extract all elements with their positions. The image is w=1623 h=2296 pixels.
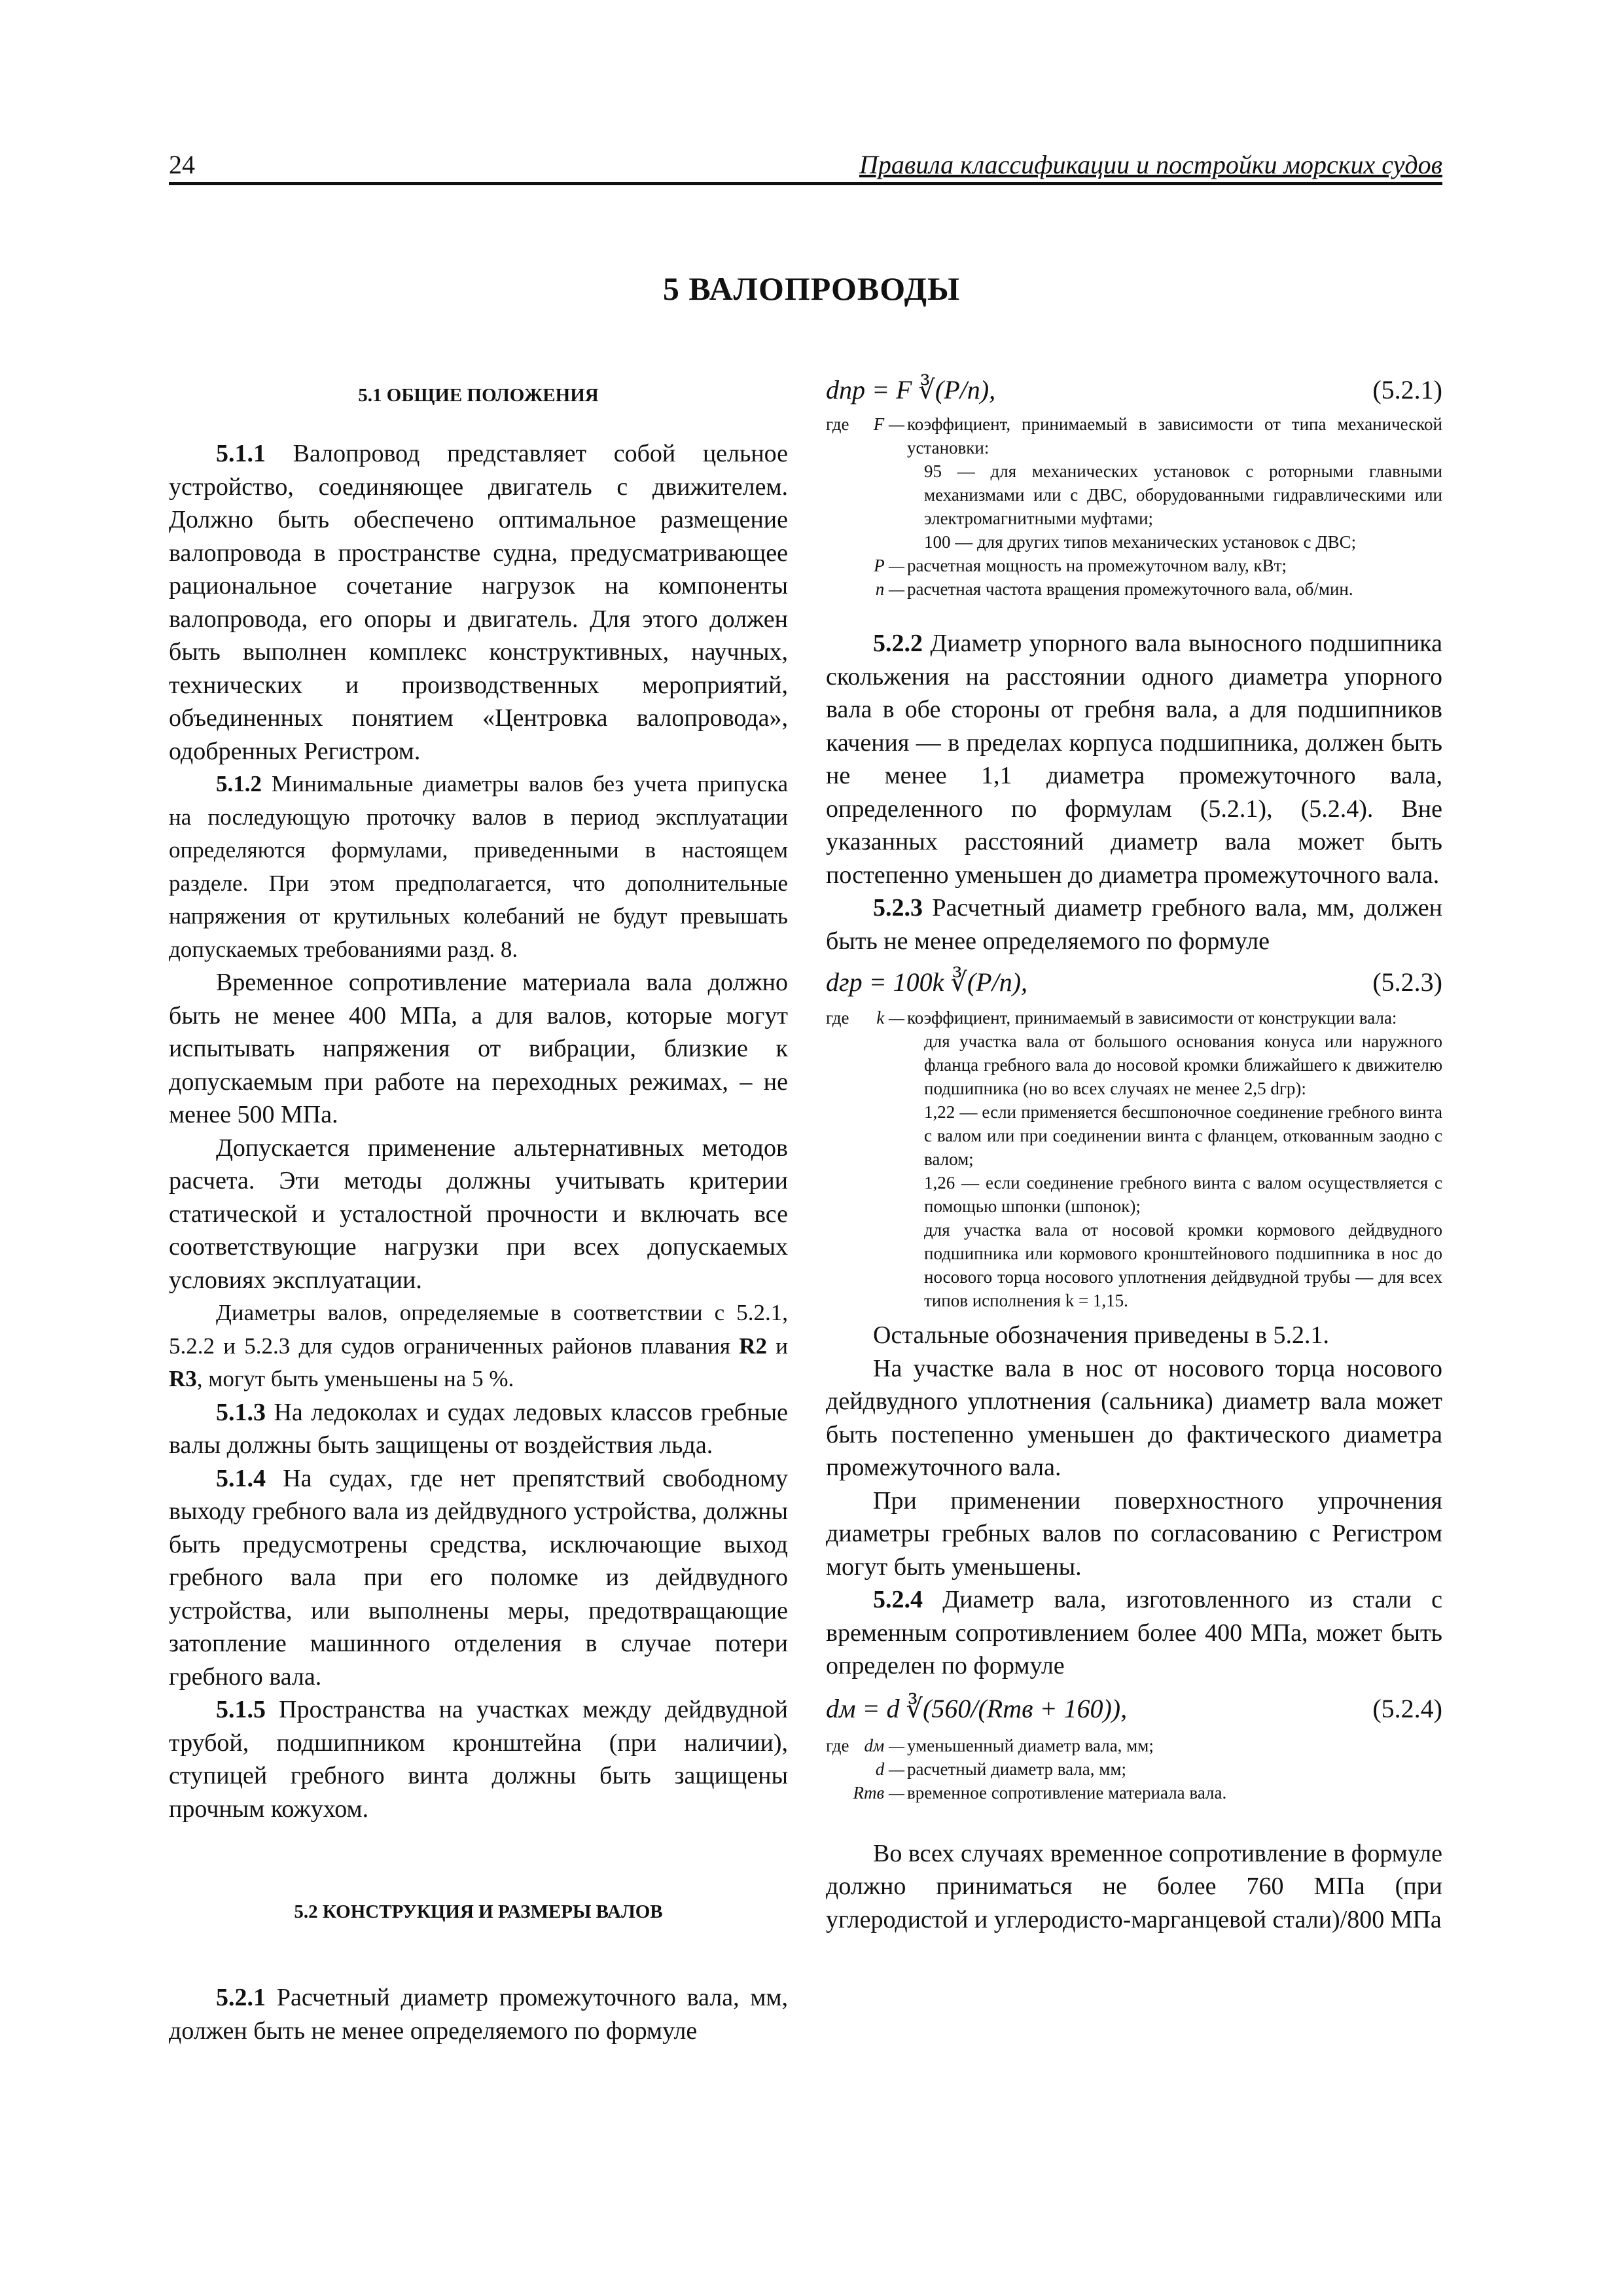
clause-number: 5.1.5 bbox=[216, 1696, 266, 1723]
definition-text: уменьшенный диаметр вала, мм; bbox=[907, 1735, 1154, 1755]
where-F-95: 95 — для механических установок с роторными главными механизмами или с ДВС, оборудованными гидравлическими или электромагнитными муфтами; bbox=[924, 461, 1442, 528]
paragraph-5-2-2 bbox=[826, 627, 1442, 891]
symbol: P — bbox=[874, 556, 904, 575]
paragraph-temporal-resistance: Временное сопротивление материала вала должно быть не менее 400 МПа, а для валов, которые могут испытывать напряжения от вибрации, близкие к допускаемым при работе на переходных режимах, – не менее 500 МПа. bbox=[169, 969, 788, 1128]
where-k bbox=[826, 1006, 1442, 1030]
paragraph-nose-section: На участке вала в нос от носового торца носового дейдвудного уплотнения (сальника) диаметр вала может быть постепенно уменьшен до фактического диаметра промежуточного вала. bbox=[826, 1354, 1442, 1481]
definition-text: расчетный диаметр вала, мм; bbox=[907, 1759, 1126, 1779]
page-header bbox=[169, 145, 1442, 185]
region-r3: R3 bbox=[169, 1366, 197, 1391]
where-k-126: 1,26 — если соединение гребного винта с валом осуществляется с помощью шпонки (шпонок); bbox=[924, 1173, 1442, 1216]
paragraph-5-2-1 bbox=[169, 1981, 788, 2047]
where-label: где bbox=[826, 1008, 849, 1028]
definition-text: временное сопротивление материала вала. bbox=[907, 1782, 1227, 1803]
paragraph-text: и bbox=[776, 1333, 789, 1359]
clause-number: 5.2.1 bbox=[216, 1984, 266, 2011]
where-F bbox=[826, 412, 1442, 459]
symbol: n — bbox=[875, 579, 904, 599]
page-number: 24 bbox=[169, 150, 195, 179]
where-dm bbox=[826, 1734, 1442, 1757]
left-column bbox=[169, 367, 788, 2047]
formula-5-2-3 bbox=[826, 963, 1442, 1002]
paragraph-5-1-3 bbox=[169, 1396, 788, 1462]
paragraph-5-2-4 bbox=[826, 1583, 1442, 1683]
paragraph-rest-notation: Остальные обозначения приведены в 5.2.1. bbox=[873, 1321, 1330, 1349]
section-5-1-title: 5.1 ОБЩИЕ ПОЛОЖЕНИЯ bbox=[358, 385, 599, 406]
clause-number: 5.1.2 bbox=[216, 771, 262, 797]
where-label: где bbox=[826, 414, 849, 434]
where-d bbox=[826, 1757, 1442, 1781]
formula-5-2-4 bbox=[826, 1689, 1442, 1729]
symbol: dм — bbox=[864, 1735, 904, 1755]
where-P bbox=[826, 554, 1442, 577]
where-Rmv bbox=[826, 1781, 1442, 1804]
paragraph-text: Пространства на участках между дейдвудной трубой, подшипником кронштейна (при наличии), ступицей гребного винта должны быть защищены прочным кожухом. bbox=[169, 1696, 789, 1823]
formula-expression: dгр = 100k ∛(P/n), bbox=[826, 967, 1028, 997]
definition-text: расчетная мощность на промежуточном валу, кВт; bbox=[907, 556, 1287, 575]
paragraph-all-cases: Во всех случаях временное сопротивление в формуле должно приниматься не более 760 МПа (при углеродистой и углеродисто-марганцевой стали)/800 МПа bbox=[826, 1839, 1442, 1933]
symbol: F — bbox=[873, 414, 904, 434]
where-label: где bbox=[826, 1735, 849, 1755]
paragraph-diameter-reduction bbox=[169, 1297, 788, 1396]
chapter-title: 5 ВАЛОПРОВОДЫ bbox=[662, 270, 961, 307]
paragraph-text: Расчетный диаметр промежуточного вала, мм, должен быть не менее определяемого по формуле bbox=[169, 1984, 789, 2045]
right-column bbox=[826, 367, 1442, 1936]
paragraph-text: Расчетный диаметр гребного вала, мм, должен быть не менее определяемого по формуле bbox=[826, 894, 1442, 955]
paragraph-alternative-methods: Допускается применение альтернативных методов расчета. Эти методы должны учитывать критерии статической и усталостной прочности и включать все соответствующие нагрузки при всех допускаемых условиях эксплуатации. bbox=[169, 1134, 788, 1294]
formula-number: (5.2.4) bbox=[1372, 1693, 1442, 1723]
paragraph-5-1-4 bbox=[169, 1462, 788, 1694]
symbol: k — bbox=[876, 1008, 904, 1028]
formula-expression: dпр = F ∛(P/n), bbox=[826, 375, 996, 404]
where-k-section-a: для участка вала от большого основания конуса или наружного фланца гребного вала до носовой кромки ближайшего к движителю подшипника (но во всех случаях не менее 2,5 dгр): bbox=[924, 1031, 1442, 1098]
clause-number: 5.2.4 bbox=[873, 1586, 923, 1613]
paragraph-5-2-3 bbox=[826, 891, 1442, 958]
paragraph-5-1-1 bbox=[169, 437, 788, 768]
paragraph-text: , могут быть уменьшены на 5 %. bbox=[196, 1366, 514, 1391]
clause-number: 5.1.3 bbox=[216, 1398, 266, 1426]
where-k-122: 1,22 — если применяется бесшпоночное соединение гребного винта с валом или при соединении винта с фланцем, откованным заодно с валом; bbox=[924, 1102, 1442, 1169]
clause-number: 5.2.2 bbox=[873, 630, 923, 657]
formula-expression: dм = d ∛(560/(Rmв + 160)), bbox=[826, 1693, 1128, 1723]
symbol: Rmв — bbox=[853, 1782, 904, 1803]
region-r2: R2 bbox=[739, 1333, 768, 1359]
paragraph-text: На ледоколах и судах ледовых классов гребные валы должны быть защищены от воздействия льда. bbox=[169, 1398, 788, 1459]
where-k-section-b: для участка вала от носовой кромки кормового дейдвудного подшипника или кормового кронштейнового подшипника в нос до носового торца носового уплотнения дейдвудной трубы — для всех типов исполнения k = 1,15. bbox=[924, 1220, 1442, 1310]
paragraph-text: Диаметры валов, определяемые в соответствии с 5.2.1, 5.2.2 и 5.2.3 для судов ограниченных районов плавания bbox=[169, 1300, 788, 1359]
paragraph-text: Валопровод представляет собой цельное устройство, соединяющее двигатель с движителем. Должно быть обеспечено оптимальное размещение валопровода в пространстве судна, предусматривающее рациональное сочетание нагрузок на компоненты валопровода, его опоры и двигатель. Для этого должен быть выполнен комплекс конструктивных, научных, технических и производственных мероприятий, объединенных понятием «Центровка валопровода», одобренных Регистром. bbox=[169, 440, 788, 765]
paragraph-text: Минимальные диаметры валов без учета припуска на последующую проточку валов в период эксплуатации определяются формулами, приведенными в настоящем разделе. При этом предполагается, что дополнительные напряжения от крутильных колебаний не будут превышать допускаемых требованиями разд. 8. bbox=[169, 771, 788, 962]
paragraph-text: На судах, где нет препятствий свободному выходу гребного вала из дейдвудного устройства, должны быть предусмотрены средства, исключающие выход гребного вала при его поломке из дейдвудного устройства, или выполнены меры, предотвращающие затопление машинного отделения в случае потери гребного вала. bbox=[169, 1464, 789, 1691]
running-title: Правила классификации и постройки морских судов bbox=[859, 150, 1442, 179]
clause-number: 5.1.4 bbox=[216, 1464, 266, 1492]
symbol: d — bbox=[875, 1759, 904, 1779]
paragraph-5-1-2 bbox=[169, 768, 788, 966]
paragraph-text: Диаметр вала, изготовленного из стали с временным сопротивлением более 400 МПа, может быть определен по формуле bbox=[826, 1586, 1442, 1679]
section-5-2-title: 5.2 КОНСТРУКЦИЯ И РАЗМЕРЫ ВАЛОВ bbox=[294, 1901, 663, 1922]
definition-text: коэффициент, принимаемый в зависимости от типа механической установки: bbox=[907, 414, 1442, 457]
clause-number: 5.2.3 bbox=[873, 894, 923, 922]
clause-number: 5.1.1 bbox=[216, 440, 266, 467]
formula-number: (5.2.1) bbox=[1372, 375, 1442, 404]
definition-text: расчетная частота вращения промежуточного вала, об/мин. bbox=[907, 579, 1353, 599]
formula-number: (5.2.3) bbox=[1372, 967, 1442, 997]
definition-text: коэффициент, принимаемый в зависимости от конструкции вала: bbox=[907, 1008, 1397, 1028]
paragraph-5-1-5 bbox=[169, 1693, 788, 1825]
formula-5-2-1 bbox=[826, 370, 1442, 410]
where-F-100: 100 — для других типов механических установок с ДВС; bbox=[924, 532, 1357, 552]
paragraph-surface-hardening: При применении поверхностного упрочнения диаметры гребных валов по согласованию с Регистром могут быть уменьшены. bbox=[826, 1486, 1442, 1581]
paragraph-text: Диаметр упорного вала выносного подшипника скольжения на расстоянии одного диаметра упорного вала в обе стороны от гребня вала, а для подшипников качения — в пределах корпуса подшипника, должен быть не менее 1,1 диаметра промежуточного вала, определенного по формулам (5.2.1), (5.2.4). Вне указанных расстояний диаметр вала может быть постепенно уменьшен до диаметра промежуточного вала. bbox=[826, 630, 1443, 889]
where-n bbox=[826, 577, 1442, 601]
